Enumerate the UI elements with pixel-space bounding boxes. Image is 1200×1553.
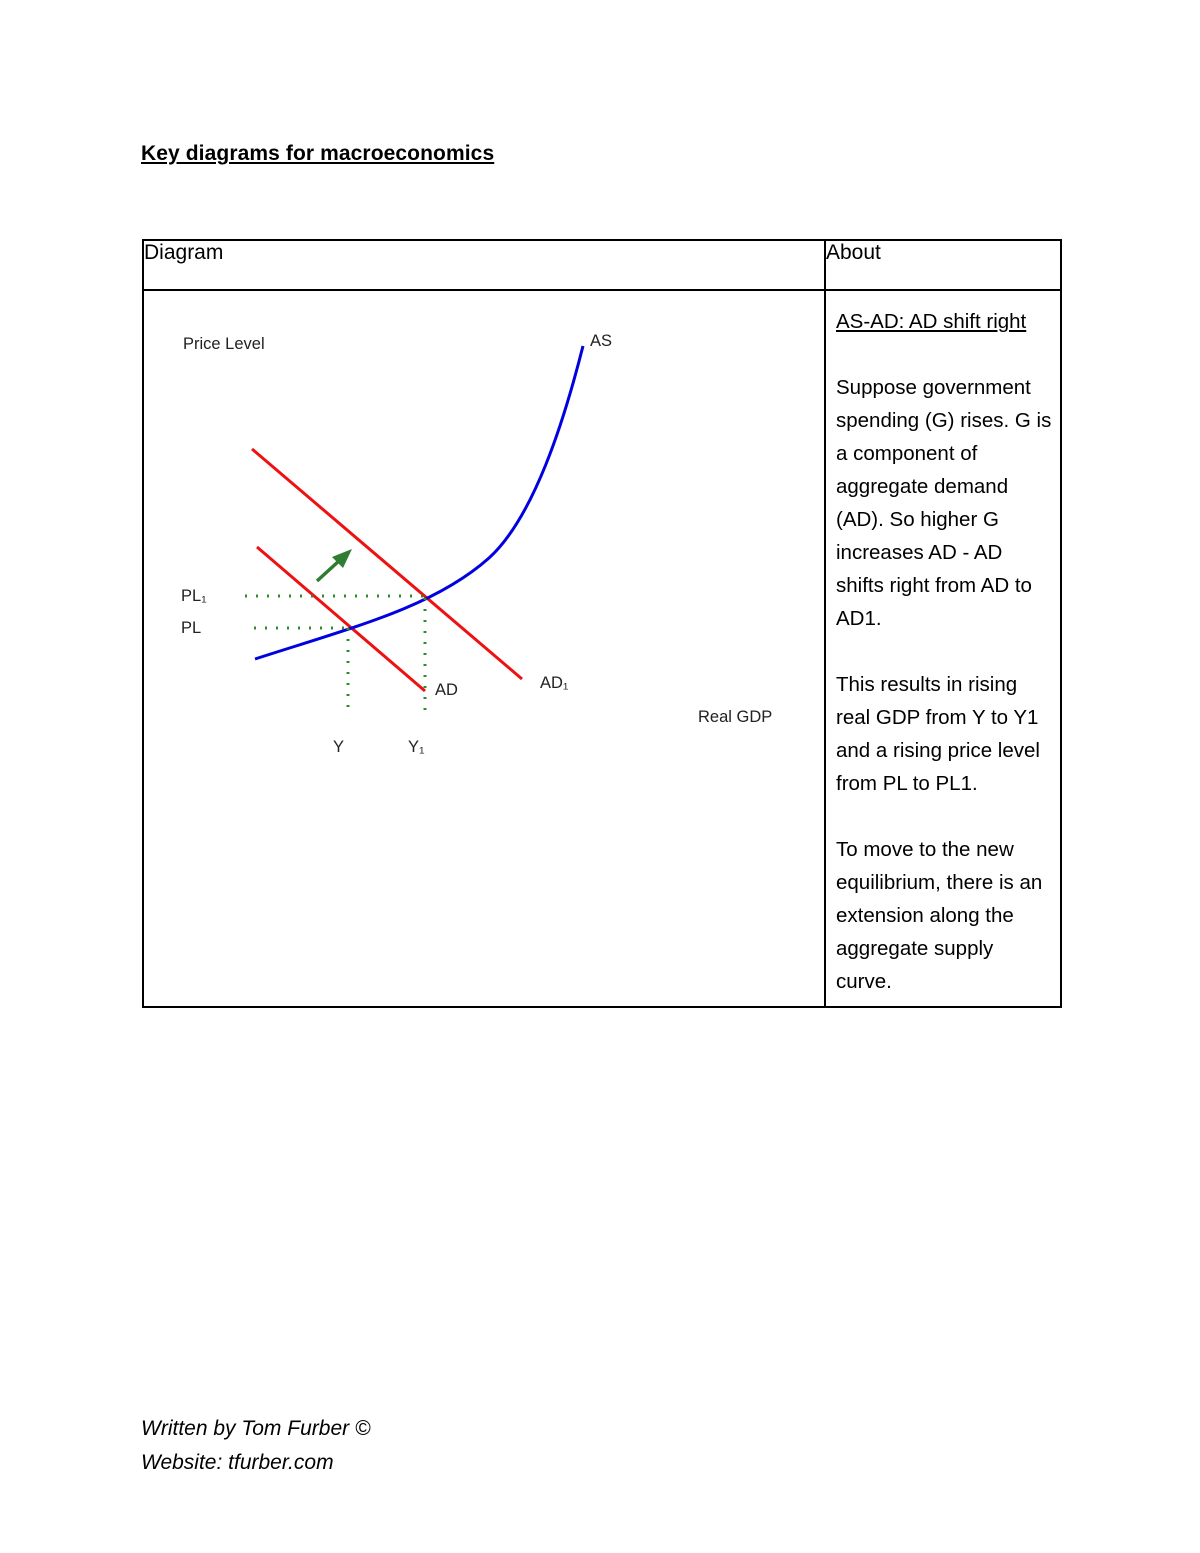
y1-output-label: Y₁ <box>408 738 425 756</box>
as-ad-diagram <box>144 291 824 1006</box>
diagram-cell <box>143 290 825 1007</box>
y-output-label: Y <box>333 738 345 756</box>
website-credit: Website: tfurber.com <box>141 1451 334 1474</box>
about-paragraph: This results in rising real GDP from Y to Y1 and a rising price level from PL to PL1. <box>836 673 1040 795</box>
as-label: AS <box>590 332 613 350</box>
author-credit: Written by Tom Furber © <box>141 1417 371 1440</box>
table-header-row <box>143 240 1061 290</box>
as-curve <box>255 346 583 659</box>
document-title: Key diagrams for macroeconomics <box>141 142 495 165</box>
ad-label: AD <box>435 681 458 699</box>
table-row <box>143 290 1061 1007</box>
y-axis-label: Price Level <box>183 335 265 353</box>
about-paragraph: Suppose government spending (G) rises. G is a component of aggregate demand (AD). So higher G increases AD - AD shifts right from AD to AD1. <box>836 376 1052 630</box>
about-heading: AS-AD: AD shift right <box>836 310 1027 333</box>
pl1-label: PL₁ <box>181 587 207 605</box>
about-paragraph: To move to the new equilibrium, there is an extension along the aggregate supply curve. <box>836 838 1043 993</box>
shift-arrow-shaft <box>317 560 340 581</box>
about-cell <box>825 290 1061 1007</box>
ad1-label: AD₁ <box>540 674 569 692</box>
header-diagram: Diagram <box>143 240 825 290</box>
ad-curve <box>257 547 425 691</box>
x-axis-label: Real GDP <box>698 708 773 726</box>
header-about: About <box>825 240 1061 290</box>
pl-label: PL <box>181 619 202 637</box>
diagram-table <box>142 239 1062 1008</box>
